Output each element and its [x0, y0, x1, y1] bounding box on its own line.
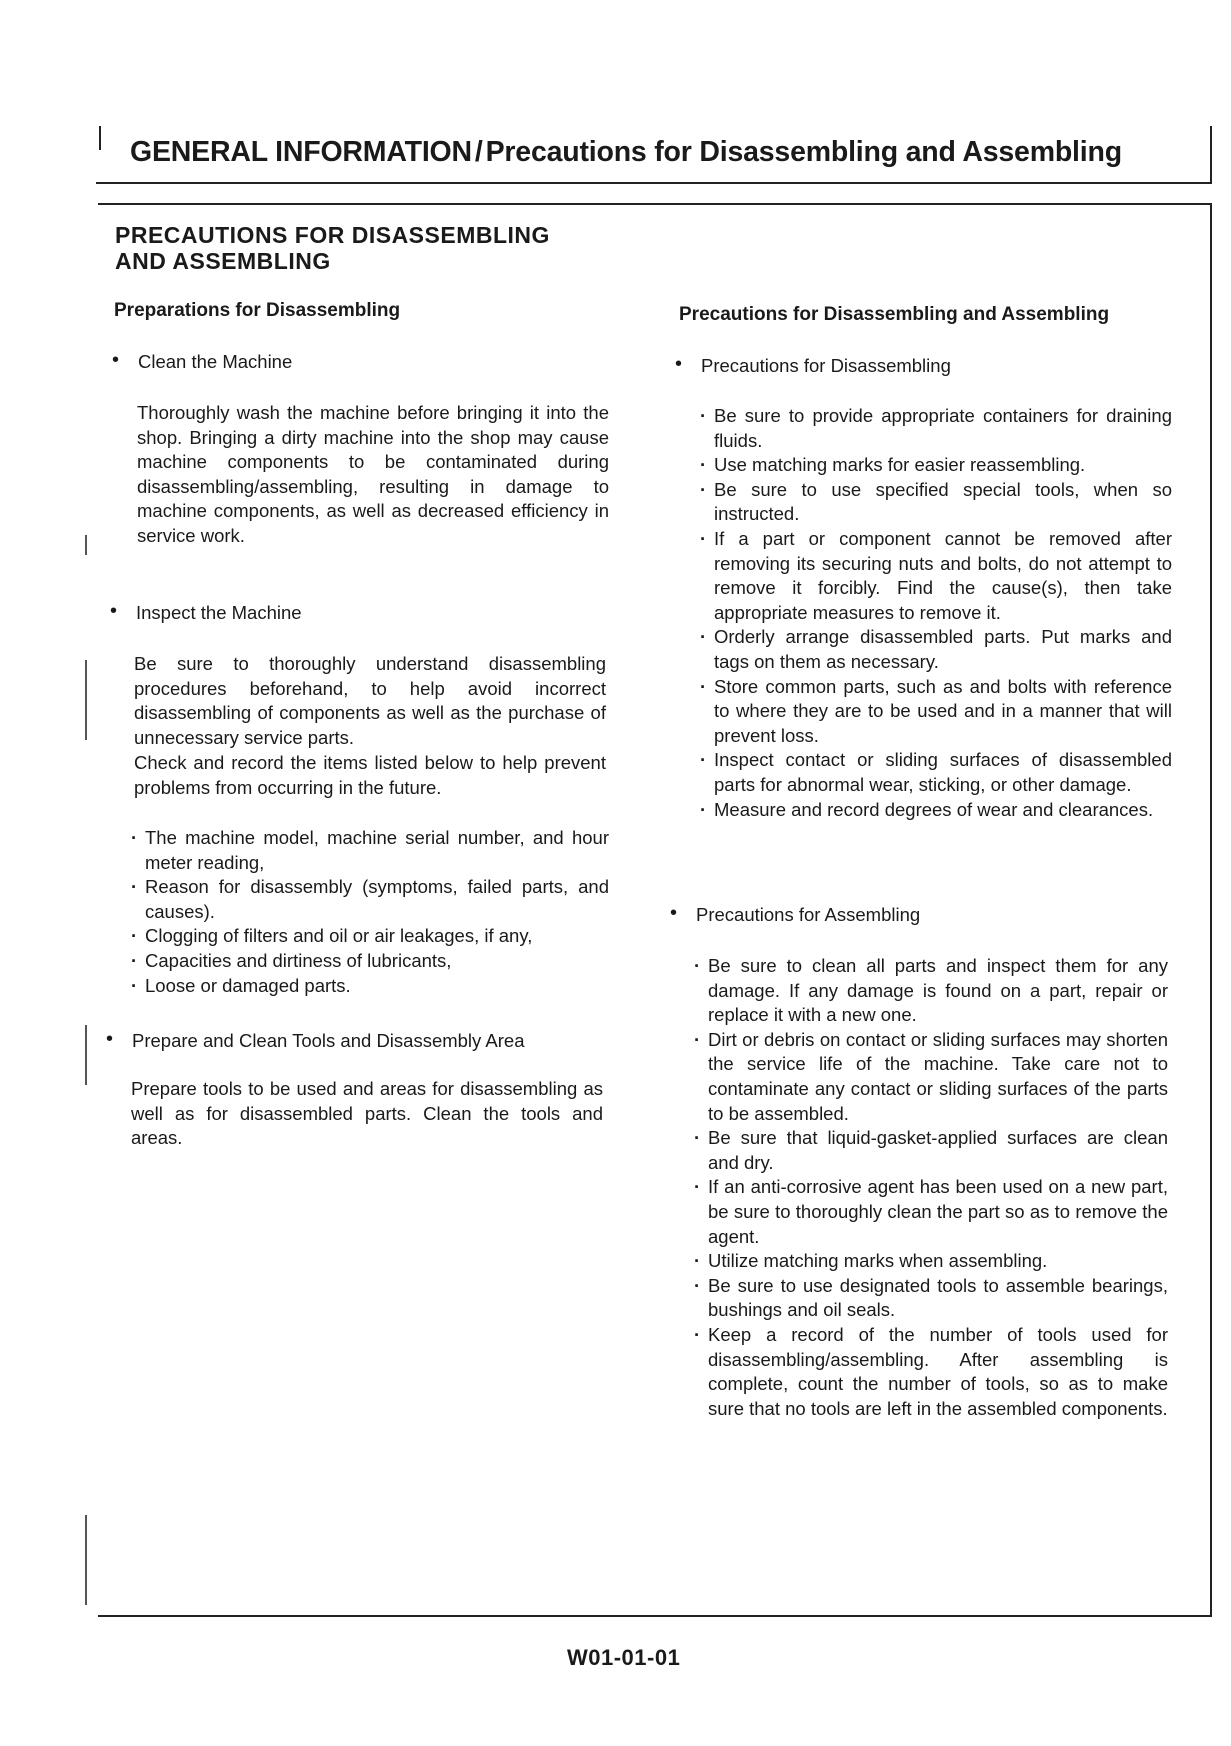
list-item: · Dirt or debris on contact or sliding surfaces may shorten the service life of the machine. Take care not to contaminate any contact or sliding surfaces of the parts to be assembled.: [692, 1028, 1168, 1126]
bullet-label: Precautions for Disassembling: [701, 355, 951, 376]
margin-mark: [85, 660, 87, 740]
page-header: [96, 126, 1212, 184]
clean-machine-text: Thoroughly wash the machine before bringing it into the shop. Bringing a dirty machine into the shop may cause machine components to be contaminated during disassembling/assembling, resulting in damage to machine components, as well as decreased efficiency in service work.: [137, 402, 609, 546]
list-item: · Be sure that liquid-gasket-applied surfaces are clean and dry.: [692, 1126, 1168, 1175]
margin-mark: [85, 1515, 87, 1605]
list-item: · Be sure to use specified special tools, when so instructed.: [698, 478, 1172, 527]
bullet-precautions-assembling: [670, 902, 921, 926]
list-item: · Clogging of filters and oil or air leakages, if any,: [129, 924, 609, 949]
list-item: · Store common parts, such as and bolts with reference to where they are to be used and in a manner that will prevent loss.: [698, 675, 1172, 749]
right-section-heading: Precautions for Disassembling and Assembling: [679, 304, 1110, 325]
assembling-list: [692, 954, 1168, 1421]
header-title: [130, 136, 1122, 169]
list-item: · Utilize matching marks when assembling.: [692, 1249, 1168, 1274]
list-item: · Loose or damaged parts.: [129, 974, 609, 999]
bullet-label: Precautions for Assembling: [696, 904, 921, 925]
bullet-dot: •: [110, 600, 118, 622]
bullet-label: Clean the Machine: [138, 351, 293, 372]
main-title-line1: PRECAUTIONS FOR DISASSEMBLING: [115, 222, 550, 248]
left-section-heading: Preparations for Disassembling: [114, 300, 401, 321]
list-item: · Measure and record degrees of wear and clearances.: [698, 798, 1172, 823]
bullet-precautions-disassembling: [675, 353, 951, 377]
list-item: · Be sure to clean all parts and inspect them for any damage. If any damage is found on a part, repair or replace it with a new one.: [692, 954, 1168, 1028]
header-section: GENERAL INFORMATION: [130, 136, 472, 168]
bullet-prepare-tools: [106, 1028, 525, 1052]
header-tick-mark: [99, 126, 101, 150]
margin-mark: [85, 535, 87, 555]
bullet-dot: •: [675, 353, 683, 375]
list-item: · Reason for disassembly (symptoms, failed parts, and causes).: [129, 875, 609, 924]
inspect-machine-text: Be sure to thoroughly understand disassembling procedures beforehand, to help avoid incorrect disassembling of components as well as the purchase of unnecessary service parts.: [134, 653, 606, 748]
list-item: · Be sure to use designated tools to assemble bearings, bushings and oil seals.: [692, 1274, 1168, 1323]
bullet-inspect-machine: [110, 600, 302, 624]
inspect-items-list: [129, 826, 609, 998]
list-item: · Be sure to provide appropriate containers for draining fluids.: [698, 404, 1172, 453]
bullet-dot: •: [112, 349, 120, 371]
list-item: · Inspect contact or sliding surfaces of disassembled parts for abnormal wear, sticking, or other damage.: [698, 748, 1172, 797]
bullet-label: Prepare and Clean Tools and Disassembly Area: [132, 1030, 525, 1051]
list-item: · Keep a record of the number of tools used for disassembling/assembling. After assembling is complete, count the number of tools, so as to make sure that no tools are left in the assembled components.: [692, 1323, 1168, 1421]
list-item: · Capacities and dirtiness of lubricants,: [129, 949, 609, 974]
prepare-tools-text: Prepare tools to be used and areas for disassembling as well as for disassembled parts. Clean the tools and areas.: [131, 1078, 603, 1149]
bullet-dot: •: [106, 1028, 114, 1050]
list-item: · The machine model, machine serial number, and hour meter reading,: [129, 826, 609, 875]
disassembling-list: [698, 404, 1172, 822]
page-code: W01-01-01: [567, 1645, 681, 1670]
list-item: · Use matching marks for easier reassembling.: [698, 453, 1172, 478]
header-separator: /: [474, 136, 483, 168]
header-subtitle: Precautions for Disassembling and Assembling: [485, 136, 1122, 168]
list-item: · Orderly arrange disassembled parts. Put marks and tags on them as necessary.: [698, 625, 1172, 674]
bullet-dot: •: [670, 902, 678, 924]
main-title-line2: AND ASSEMBLING: [115, 248, 331, 274]
margin-mark: [85, 1025, 87, 1085]
main-title: [115, 222, 550, 274]
bullet-clean-machine: [112, 349, 293, 373]
list-item: · If an anti-corrosive agent has been used on a new part, be sure to thoroughly clean the part so as to remove the agent.: [692, 1175, 1168, 1249]
list-item: · If a part or component cannot be removed after removing its securing nuts and bolts, do not attempt to remove it forcibly. Find the cause(s), then take appropriate measures to remove it.: [698, 527, 1172, 625]
bullet-label: Inspect the Machine: [136, 602, 302, 623]
inspect-machine-text-2: Check and record the items listed below to help prevent problems from occurring in the future.: [134, 752, 606, 798]
